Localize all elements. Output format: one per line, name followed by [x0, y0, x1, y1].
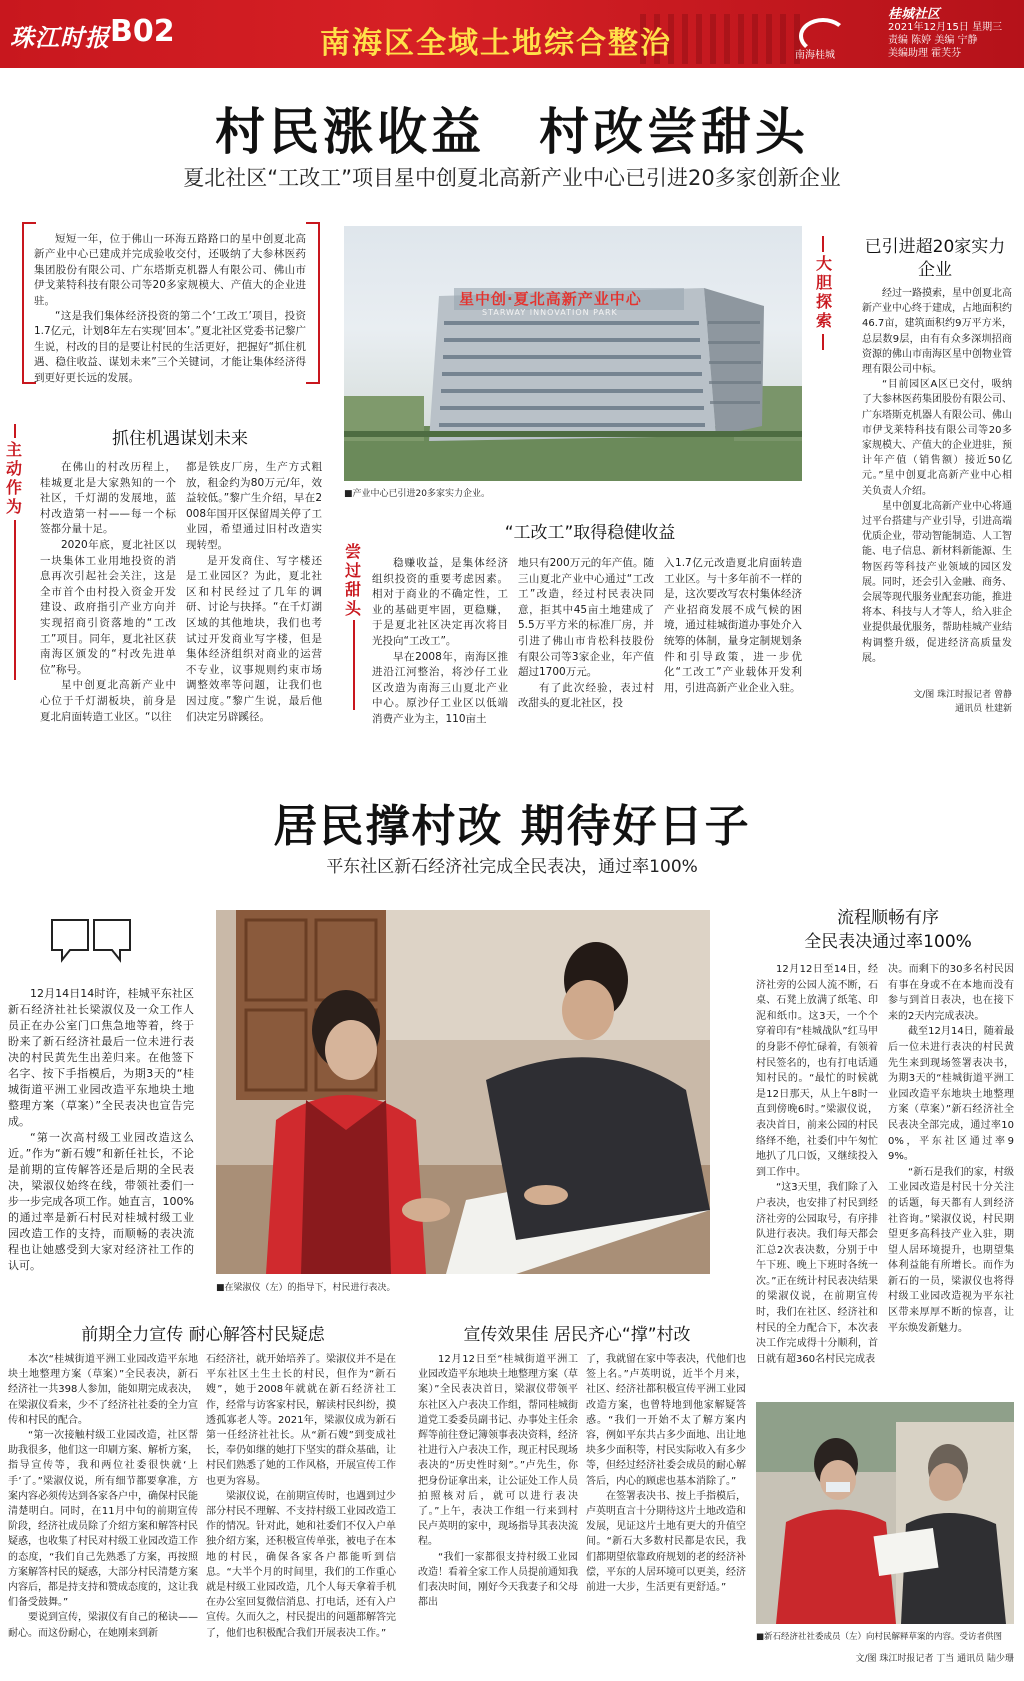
body-paragraph: “新石是我们的家，村级工业园改造是村民十分关注的话题，每天都有人到经济社咨询。”梁淑仪说，村民期望更多高科技产业入驻，期望人居环境提升，也期望集体利益能有所增长。而作为新石的一员，梁淑仪也将得村级工业园改造视为平东社区带来厚厚不断的惊喜，让平东焕发新魅力。	[888, 1166, 1014, 1334]
body-paragraph: 了，我就留在家中等表决，代他们也签上名。”卢英明说，近半个月来，社区、经济社都积极宣传平洲工业园改造方案，也曾特地到他家解疑答惑。“我们一开始不太了解方案内容，例如平东共占多少面地、出让地块多少面积等，村民实际收入有多少等，但经过经济社委会成员的耐心解答后，内心的顾虑也基本消除了。”	[586, 1354, 746, 1487]
side-tag-line	[353, 620, 355, 710]
byline-reporter: 文/图 珠江时报记者 曾静	[913, 690, 1012, 700]
lead-bracket-right	[306, 222, 320, 384]
section1-title: 抓住机遇谋划未来	[112, 429, 248, 449]
industrial-park-photo	[344, 226, 802, 481]
section2-col1	[372, 556, 508, 725]
date-line: 2021年12月15日 星期三	[888, 22, 1003, 33]
body-paragraph: “这3天里，我们除了入户表决，也安排了村民到经济社旁的公园取号，有序排队进行表决。我们每天都会汇总2次表决数，分别于中午下班、晚上下班时各统一次。”正在统计村民表决结果的梁淑仪说，在前期宣传时，我们在社区、经济社和村民的全力配合下，本次表决工作完成得十分顺利，首日就有超360名村民完成表	[756, 1182, 878, 1365]
body-paragraph: 是开发商住、写字楼还是工业园区？为此，夏北社区和村民经过了几年的调研、讨论与抉择。“在千灯湖区域的其他地块，我们也考试过开发商业写字楼，但是集体经济组织对商业的运营不专业，议事规则约束市场调整效率等问题，让我们也因过度。”黎广生说，最后他们决定另辟蹊径。	[186, 554, 322, 723]
section-a-col2	[206, 1352, 396, 1674]
body-paragraph: 有了此次经验，表过村改甜头的夏北社区，投	[518, 681, 654, 710]
voting-scene-illustration	[216, 910, 710, 1274]
photo-building-sign-en: STARWAY INNOVATION PARK	[482, 308, 618, 317]
editors-line: 责编 陈婷 美编 宁静	[888, 35, 978, 46]
body-paragraph: 经过一路摸索，星中创夏北高新产业中心终于建成，占地面积约46.7亩，建筑面积约9万平方米，总层数9层，由有有众多深圳招商资源的佛山市南海区星中创物业管理有限公司中标。	[862, 288, 1012, 376]
body-paragraph: 都是铁皮厂房，生产方式粗放，租金约为80万元/年，效益较低。”黎广生介绍，早在2008年国开区保留周关停了工业园，希望通过旧村改造实现转型。	[186, 461, 322, 551]
section1-col2	[186, 460, 322, 723]
section-b-title: 宣传效果佳 居民齐心“撑”村改	[463, 1325, 691, 1345]
photo-building-sign: 星中创·夏北高新产业中心	[459, 290, 642, 308]
edition-title: 桂城社区	[888, 7, 941, 22]
explain-scene-illustration	[756, 1402, 1014, 1624]
body-paragraph: 本次“桂城街道平洲工业园改造平东地块土地整理方案（草案）”全民表决，新石经济社一共398人参加，能如期完成表决，在梁淑仪看来，少不了经济社社委的全力宣传和村民的配合。	[8, 1354, 198, 1426]
photo-caption: ■新石经济社社委成员（左）向村民解释草案的内容。受访者供图	[756, 1632, 1003, 1642]
story2-side-title: 流程顺畅有序 全民表决通过率100%	[804, 908, 972, 952]
body-paragraph: 星中创夏北高新产业中心将通过平台搭建与产业引导，引进高端优质企业，带动智能制造、人工智能、电子信息、新材料新能源、生物医药等科技产业领域的园区发展。同时，还会引入金融、商务、会展等现代服务业配套功能，推进将本、科技与人才等人，给入驻企业提供最优服务，帮助桂城产业结构调整升级，促进经济高质量发展。	[862, 500, 1012, 664]
story2-byline: 文/图 珠江时报记者 丁当 通讯员 陆少珊	[855, 1654, 1014, 1664]
side-col1	[756, 962, 878, 1365]
edition-info	[888, 8, 1018, 60]
section3-title: 已引进超20家实力企业	[864, 237, 1006, 280]
lead-paragraph: 短短一年，位于佛山一环海五路路口的星中创夏北高新产业中心已建成并完成验收交付，还吸纳了大参林医药集团股份有限公司、广东塔斯克机器人有限公司、佛山市伊戈莱特科技有限公司等20多家规模大、产值大的企业进驻。	[34, 233, 306, 307]
body-paragraph: 在佛山的村改历程上，桂城夏北是大家熟知的一个社区，千灯湖的发展地，蓝村改造第一村——每一个标签都分量十足。	[40, 461, 176, 536]
nanhai-guicheng-logo	[795, 14, 849, 61]
section-title: 南海区全域土地综合整治	[320, 26, 672, 61]
body-paragraph: 12月14日14时许，桂城平东社区新石经济社社长梁淑仪及一众工作人员正在办公室门口焦急地等着，终于盼来了新石经济社最后一位未进行表决的村民黄先生出差归来。在他签下名字、按下手指模后，为期3天的“桂城街道平洲工业园改造平东地块土地整理方案（草案）”全民表决也宣告完成。	[8, 987, 194, 1128]
body-paragraph: 要说到宣传，梁淑仪有自己的秘诀——耐心。而这份耐心，在她刚来到新	[8, 1612, 198, 1639]
body-paragraph: “我们一家都很支持村级工业园改造！看着全家工作人员提前通知我们表决时间，刚好今天我妻子和父母都出	[418, 1551, 578, 1609]
section2-col2	[518, 556, 654, 718]
body-paragraph: 梁淑仪说，在前期宣传时，也遇到过少部分村民不理解、不支持村级工业园改造工作的情况。针对此，她和社委们不仅入户单独介绍方案，还积极宣传单张，被电子在本地的村民，确保各家各户都能听到信息。“大半个月的时间里，我们的工作重心就是村级工业园改造，几个人每天拿着手机在办公室回复微信消息、打电话，还有入户宣传。久而久之，村民提出的问题都解答完了，他们也积极配合我们开展表决工作。”	[206, 1490, 396, 1639]
section-b-col1	[418, 1352, 578, 1674]
byline-correspondent: 通讯员 杜建新	[955, 704, 1012, 714]
story2-intro	[8, 986, 194, 1272]
body-paragraph: 地只有200万元的年产值。随三山夏北产业中心通过“工改工”改造，经过村民表决同意，拒其中45亩土地建成了5.5万平方米的标准厂房，并引进了佛山市肯松科技股份有限公司等3家企业，年产值超过1700万元。	[518, 557, 654, 679]
body-paragraph: 截至12月14日，随着最后一位未进行表决的村民黄先生来到现场签署表决书，为期3天的“桂城街道平洲工业园改造平东地块土地整理方案（草案）”新石经济社全民表决全部完成，通过率100%，平东社区通过率99%。	[888, 1026, 1014, 1163]
body-paragraph: “目前园区A区已交付，吸纳了大参林医药集团股份有限公司、广东塔斯克机器人有限公司、佛山市伊戈莱特科技有限公司等20多家规模大、产值大的企业进驻，预计年产值（销售额）接近50亿元。”星中创夏北高新产业中心相关负责人介绍。	[862, 379, 1012, 497]
body-paragraph: 稳赚收益，是集体经济组织投资的重要考虑因素。相对于商业的不确定性，工业的基础更牢固，更稳赚，于是夏北社区决定再次将目光投向“工改工”。	[372, 557, 508, 647]
voting-photo	[216, 910, 710, 1274]
masthead: 珠江时报	[10, 23, 110, 52]
side-tag-line	[822, 236, 824, 252]
section-a-title: 前期全力宣传 耐心解答村民疑虑	[81, 1325, 325, 1345]
explain-photo	[756, 1402, 1014, 1624]
body-paragraph: 早在2008年，南海区推进沿江河整治，将沙仔工业区改造为南海三山夏北产业中心。原沙仔工业区以低端消费产业为主，110亩土	[372, 650, 508, 725]
section3-body	[862, 286, 1012, 678]
side-tag-line	[822, 334, 824, 350]
body-paragraph: “第一次接触村级工业园改造，社区帮助我很多，他们这一印刷方案、解析方案，指导宣传等，我和两位社委很快就‘上手’了。”梁淑仪说，所有细节都要拿准，方案内容必须传达到各家各户中，确保村民能清楚明白。同时，在11月中旬的前期宣传阶段，经济社成员除了介绍方案和解答村民疑惑，也收集了村民对村级工业园改造工作的态度，“我们自己先熟悉了方案，再按照方案解答村民的疑惑，大部分村民清楚方案内容后，都是持支持和赞成态度的，这让我们备受鼓舞。”	[8, 1430, 198, 1609]
building-illustration	[344, 226, 802, 481]
side-tag-line	[14, 520, 16, 680]
body-paragraph: 决。而剩下的30多名村民因有事在身或不在本地而没有参与到首日表决，也在接下来的2天内完成表决。	[888, 964, 1014, 1022]
body-paragraph: 12月12日至14日，经济社旁的公园人流不断，石桌、石凳上放满了纸笔、印泥和纸巾。这3天，一个个穿着印有“桂城战队”红马甲的身影不停忙碌着，有领着村民签名的，也有打电话通知村民的。“最忙的时候就是12日那天，从上午8时一直到傍晚6时。”梁淑仪说，表决首日，前来公园的村民络绎不绝，社委们中午匆忙地扒了几口饭，又继续投入到工作中。	[756, 964, 878, 1178]
section2-col3	[664, 556, 802, 718]
story2-subheadline: 平东社区新石经济社完成全民表决，通过率100%	[326, 857, 698, 877]
body-paragraph: 星中创夏北高新产业中心位于千灯湖板块，前身是夏北肩面转造工业区。“以往	[40, 679, 176, 723]
body-paragraph: 在签署表决书、按上手指模后，卢英明直言十分期待这片土地改造和发展，见证这片土地有更大的升值空间。“新石大多数村民都是农民，我们都期望依靠政府规划的老的经济补偿，平东的人居环境可以更美，经济前进一大步，生活更有更舒适。”	[586, 1490, 746, 1594]
body-paragraph: “第一次高村级工业园改造这么近。”作为“新石嫂”和新任社长，不论是前期的宣传解答还是后期的全民表决，梁淑仪始终在线，带领社委们一步一步完成各项工作。她直言，100%的通过率是新石村民对桂城村级工业园改造工作的支持，而顺畅的表决流程也让她感受到大家对经济社工作的认可。	[8, 1131, 194, 1272]
assist-line: 美编助理 霍芙芬	[888, 48, 962, 59]
story1-subheadline: 夏北社区“工改工”项目星中创夏北高新产业中心已引进20多家创新企业	[183, 166, 841, 190]
body-paragraph: 12月12日至“桂城街道平洲工业园改造平东地块土地整理方案（草案）”全民表决首日，梁淑仪带领平东社区入户表决工作组，帮同桂城街道党工委委员副书记、办事处主任余辉等前往登记簿领事表决资料，经济社进行入户表决工作，现正村民现场表决的“历史性时刻”。”卢先生，你把身份证拿出来，让公证处工作人员拍照核对后，就可以进行表决了。”上午，表决工作组一行来到村民卢英明的家中，现场指导其表决流程。	[418, 1354, 578, 1548]
section1-col1	[40, 460, 176, 723]
story1-lead	[34, 232, 306, 382]
logo-text: 南海桂城	[795, 50, 835, 61]
story1-headline: 村民涨收益 村改尝甜头	[215, 103, 809, 161]
side-tag-bold-explore: 大胆探索	[815, 254, 832, 330]
lead-paragraph: “这是我们集体经济投资的第二个‘工改工’项目，投资1.7亿元，计划8年左右实现‘回本’。”夏北社区党委书记黎广生说，村改的目的是要让村民的生活更好，把握好“抓住机遇、稳住收益、谋划未来”三个关键词，才能让集体经济得到更好更长远的发展。	[34, 310, 306, 384]
body-paragraph: 入1.7亿元改造夏北肩面转造工业区。与十多年前不一样的是，这次要改写农村集体经济产业招商发展不成气候的困境，通过桂城街道办事处介入统筹的体制，量身定制规划条件和引导政策，进一步优化“工改工”产业载体开发利用，引进高新产业企业入驻。	[664, 557, 802, 694]
body-paragraph: 石经济社，就开始培养了。梁淑仪并不是在平东社区土生土长的村民，但作为“新石嫂”，她于2008年就就在新石经济社工作，经常与访客家村民，解读村民纠纷，摸透孤寡老人等。2021年，梁淑仪成为新石第一任经济社社长。从“新石嫂”到变成社长，奉仍如继的她打下坚实的群众基础，让村民们熟悉了她的工作风格，开展宣传工作也更为容易。	[206, 1354, 396, 1487]
photo-caption: ■产业中心已引进20多家实力企业。	[344, 489, 490, 499]
section2-title: “工改工”取得稳健收益	[504, 523, 676, 543]
section-b-col2	[586, 1352, 746, 1674]
side-col2	[888, 962, 1014, 1354]
side-tag-tasted: 尝过甜头	[344, 542, 361, 618]
side-tag-line	[14, 424, 16, 438]
story2-headline: 居民撑村改 期待好日子	[273, 801, 751, 852]
photo-caption: ■在梁淑仪（左）的指导下，村民进行表决。	[216, 1283, 396, 1293]
body-paragraph: 2020年底，夏北社区以一块集体工业用地投资的消息再次引起社会关注，这是全市首个由村投入资金开发建设、政府指引产业方向并实现招商引资落地的“工改工”项目。同年，夏北社区获南海区颁发的“村改先进单位”称号。	[40, 538, 176, 676]
speech-bubbles-icon	[48, 916, 134, 970]
side-tag-proactive: 主动作为	[5, 440, 22, 516]
section-a-col1	[8, 1352, 198, 1674]
story1-byline	[862, 688, 1012, 716]
page-code: B02	[110, 14, 175, 49]
page-header-banner	[0, 0, 1024, 68]
